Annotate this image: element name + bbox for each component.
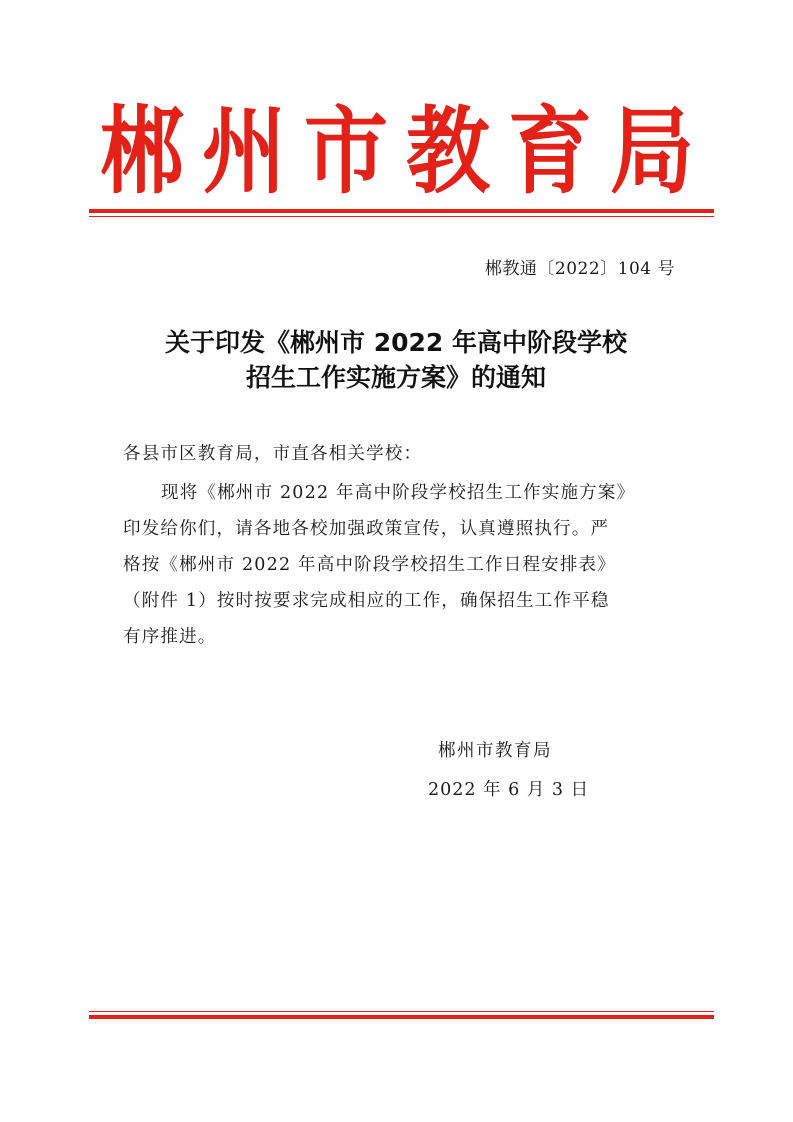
signature-org: 郴州市教育局 xyxy=(438,741,552,761)
body-line-5: 有序推进。 xyxy=(123,627,217,647)
document-title xyxy=(90,325,702,395)
body-line-4: （附件 1）按时按要求完成相应的工作，确保招生工作平稳 xyxy=(123,591,610,611)
masthead-title: 郴州市教育局 xyxy=(100,95,713,207)
salutation: 各县市区教育局，市直各相关学校： xyxy=(123,444,423,464)
header-red-rule-thick xyxy=(89,209,714,213)
document-title-line-1: 关于印发《郴州市 2022 年高中阶段学校 xyxy=(165,328,627,357)
document-title-line-2: 招生工作实施方案》的通知 xyxy=(245,363,546,392)
footer-red-rule-thin xyxy=(89,1011,714,1012)
body-line-1: 现将《郴州市 2022 年高中阶段学校招生工作实施方案》 xyxy=(161,483,636,503)
footer-red-rule-thick xyxy=(89,1015,714,1019)
body-paragraph xyxy=(123,475,683,655)
body-line-3: 格按《郴州市 2022 年高中阶段学校招生工作日程安排表》 xyxy=(123,555,616,575)
body-line-2: 印发给你们，请各地各校加强政策宣传，认真遵照执行。严 xyxy=(123,519,610,539)
document-number: 郴教通〔2022〕104 号 xyxy=(484,259,675,279)
header-red-rule-thin xyxy=(89,216,714,217)
signature-date: 2022 年 6 月 3 日 xyxy=(428,780,590,800)
